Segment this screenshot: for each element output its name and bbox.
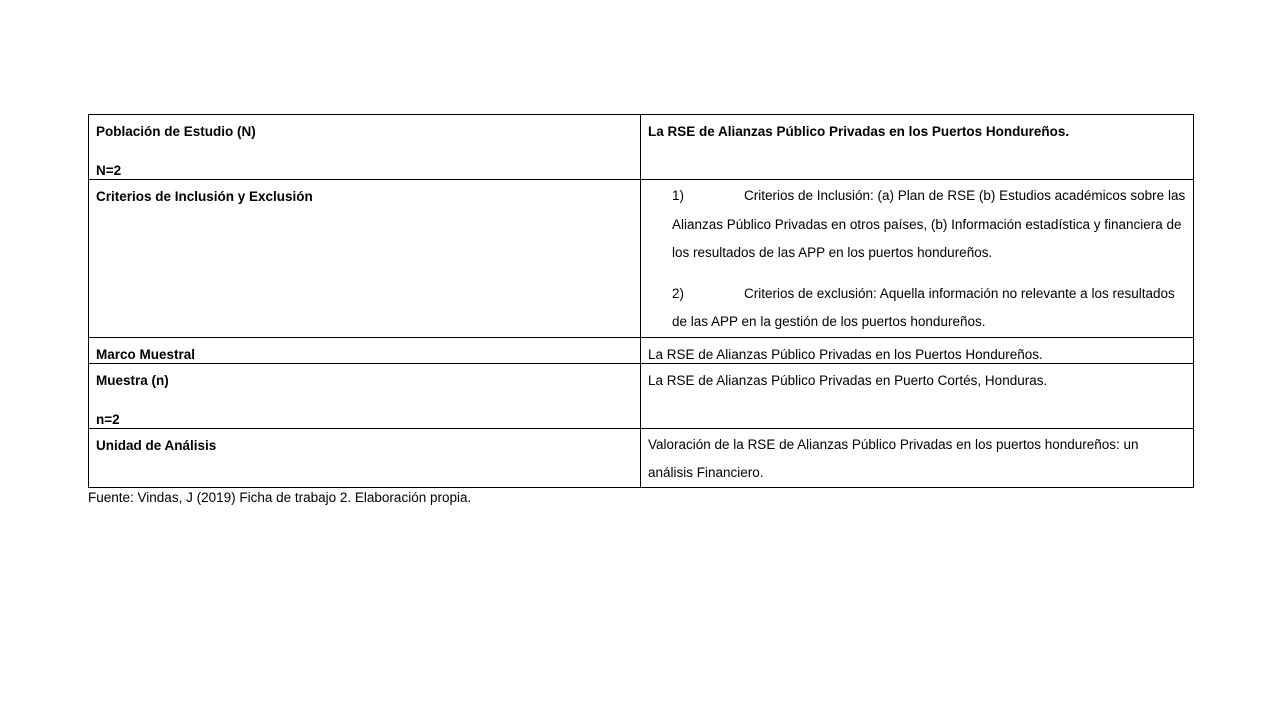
list-item bbox=[672, 182, 1186, 268]
row-label: Población de Estudio (N) bbox=[96, 124, 256, 139]
row-label: Criterios de Inclusión y Exclusión bbox=[96, 189, 313, 204]
table-row-poblacion bbox=[89, 115, 1194, 180]
list-item-text: Criterios de Inclusión: (a) Plan de RSE (b) Estudios académicos sobre las Alianzas Público Privadas en otros países, (b) Información estadística y financiera de los resultados de las APP en los puertos hondureños. bbox=[672, 188, 1186, 260]
label-cell bbox=[89, 363, 641, 428]
row-value: Valoración de la RSE de Alianzas Público Privadas en los puertos hondureños: un análisis Financiero. bbox=[648, 436, 1139, 480]
value-cell bbox=[641, 363, 1194, 428]
table-row-unidad bbox=[89, 428, 1194, 487]
source-note: Fuente: Vindas, J (2019) Ficha de trabajo 2. Elaboración propia. bbox=[88, 490, 472, 505]
row-label: Marco Muestral bbox=[96, 346, 196, 362]
row-value: La RSE de Alianzas Público Privadas en los Puertos Hondureños. bbox=[648, 124, 1070, 139]
list-item-text: Criterios de exclusión: Aquella información no relevante a los resultados de las APP en la gestión de los puertos hondureños. bbox=[672, 285, 1175, 329]
label-cell bbox=[89, 115, 641, 180]
row-label: Muestra (n) bbox=[96, 372, 169, 388]
study-design-table bbox=[88, 114, 1194, 488]
value-cell bbox=[641, 180, 1194, 338]
table-row-marco bbox=[89, 337, 1194, 363]
value-cell bbox=[641, 115, 1194, 180]
label-cell bbox=[89, 428, 641, 487]
list-item bbox=[672, 280, 1186, 337]
table-row-criterios bbox=[89, 180, 1194, 338]
criteria-list bbox=[648, 180, 1186, 337]
row-sublabel: N=2 bbox=[96, 163, 122, 178]
row-value: La RSE de Alianzas Público Privadas en Puerto Cortés, Honduras. bbox=[648, 372, 1048, 388]
label-cell bbox=[89, 180, 641, 338]
label-cell bbox=[89, 337, 641, 363]
row-value: La RSE de Alianzas Público Privadas en los Puertos Hondureños. bbox=[648, 346, 1043, 362]
row-sublabel: n=2 bbox=[96, 411, 120, 427]
value-cell bbox=[641, 337, 1194, 363]
list-item-number: 1) bbox=[672, 188, 685, 203]
list-item-number: 2) bbox=[672, 285, 685, 301]
row-label: Unidad de Análisis bbox=[96, 437, 217, 453]
value-cell bbox=[641, 428, 1194, 487]
table-row-muestra bbox=[89, 363, 1194, 428]
